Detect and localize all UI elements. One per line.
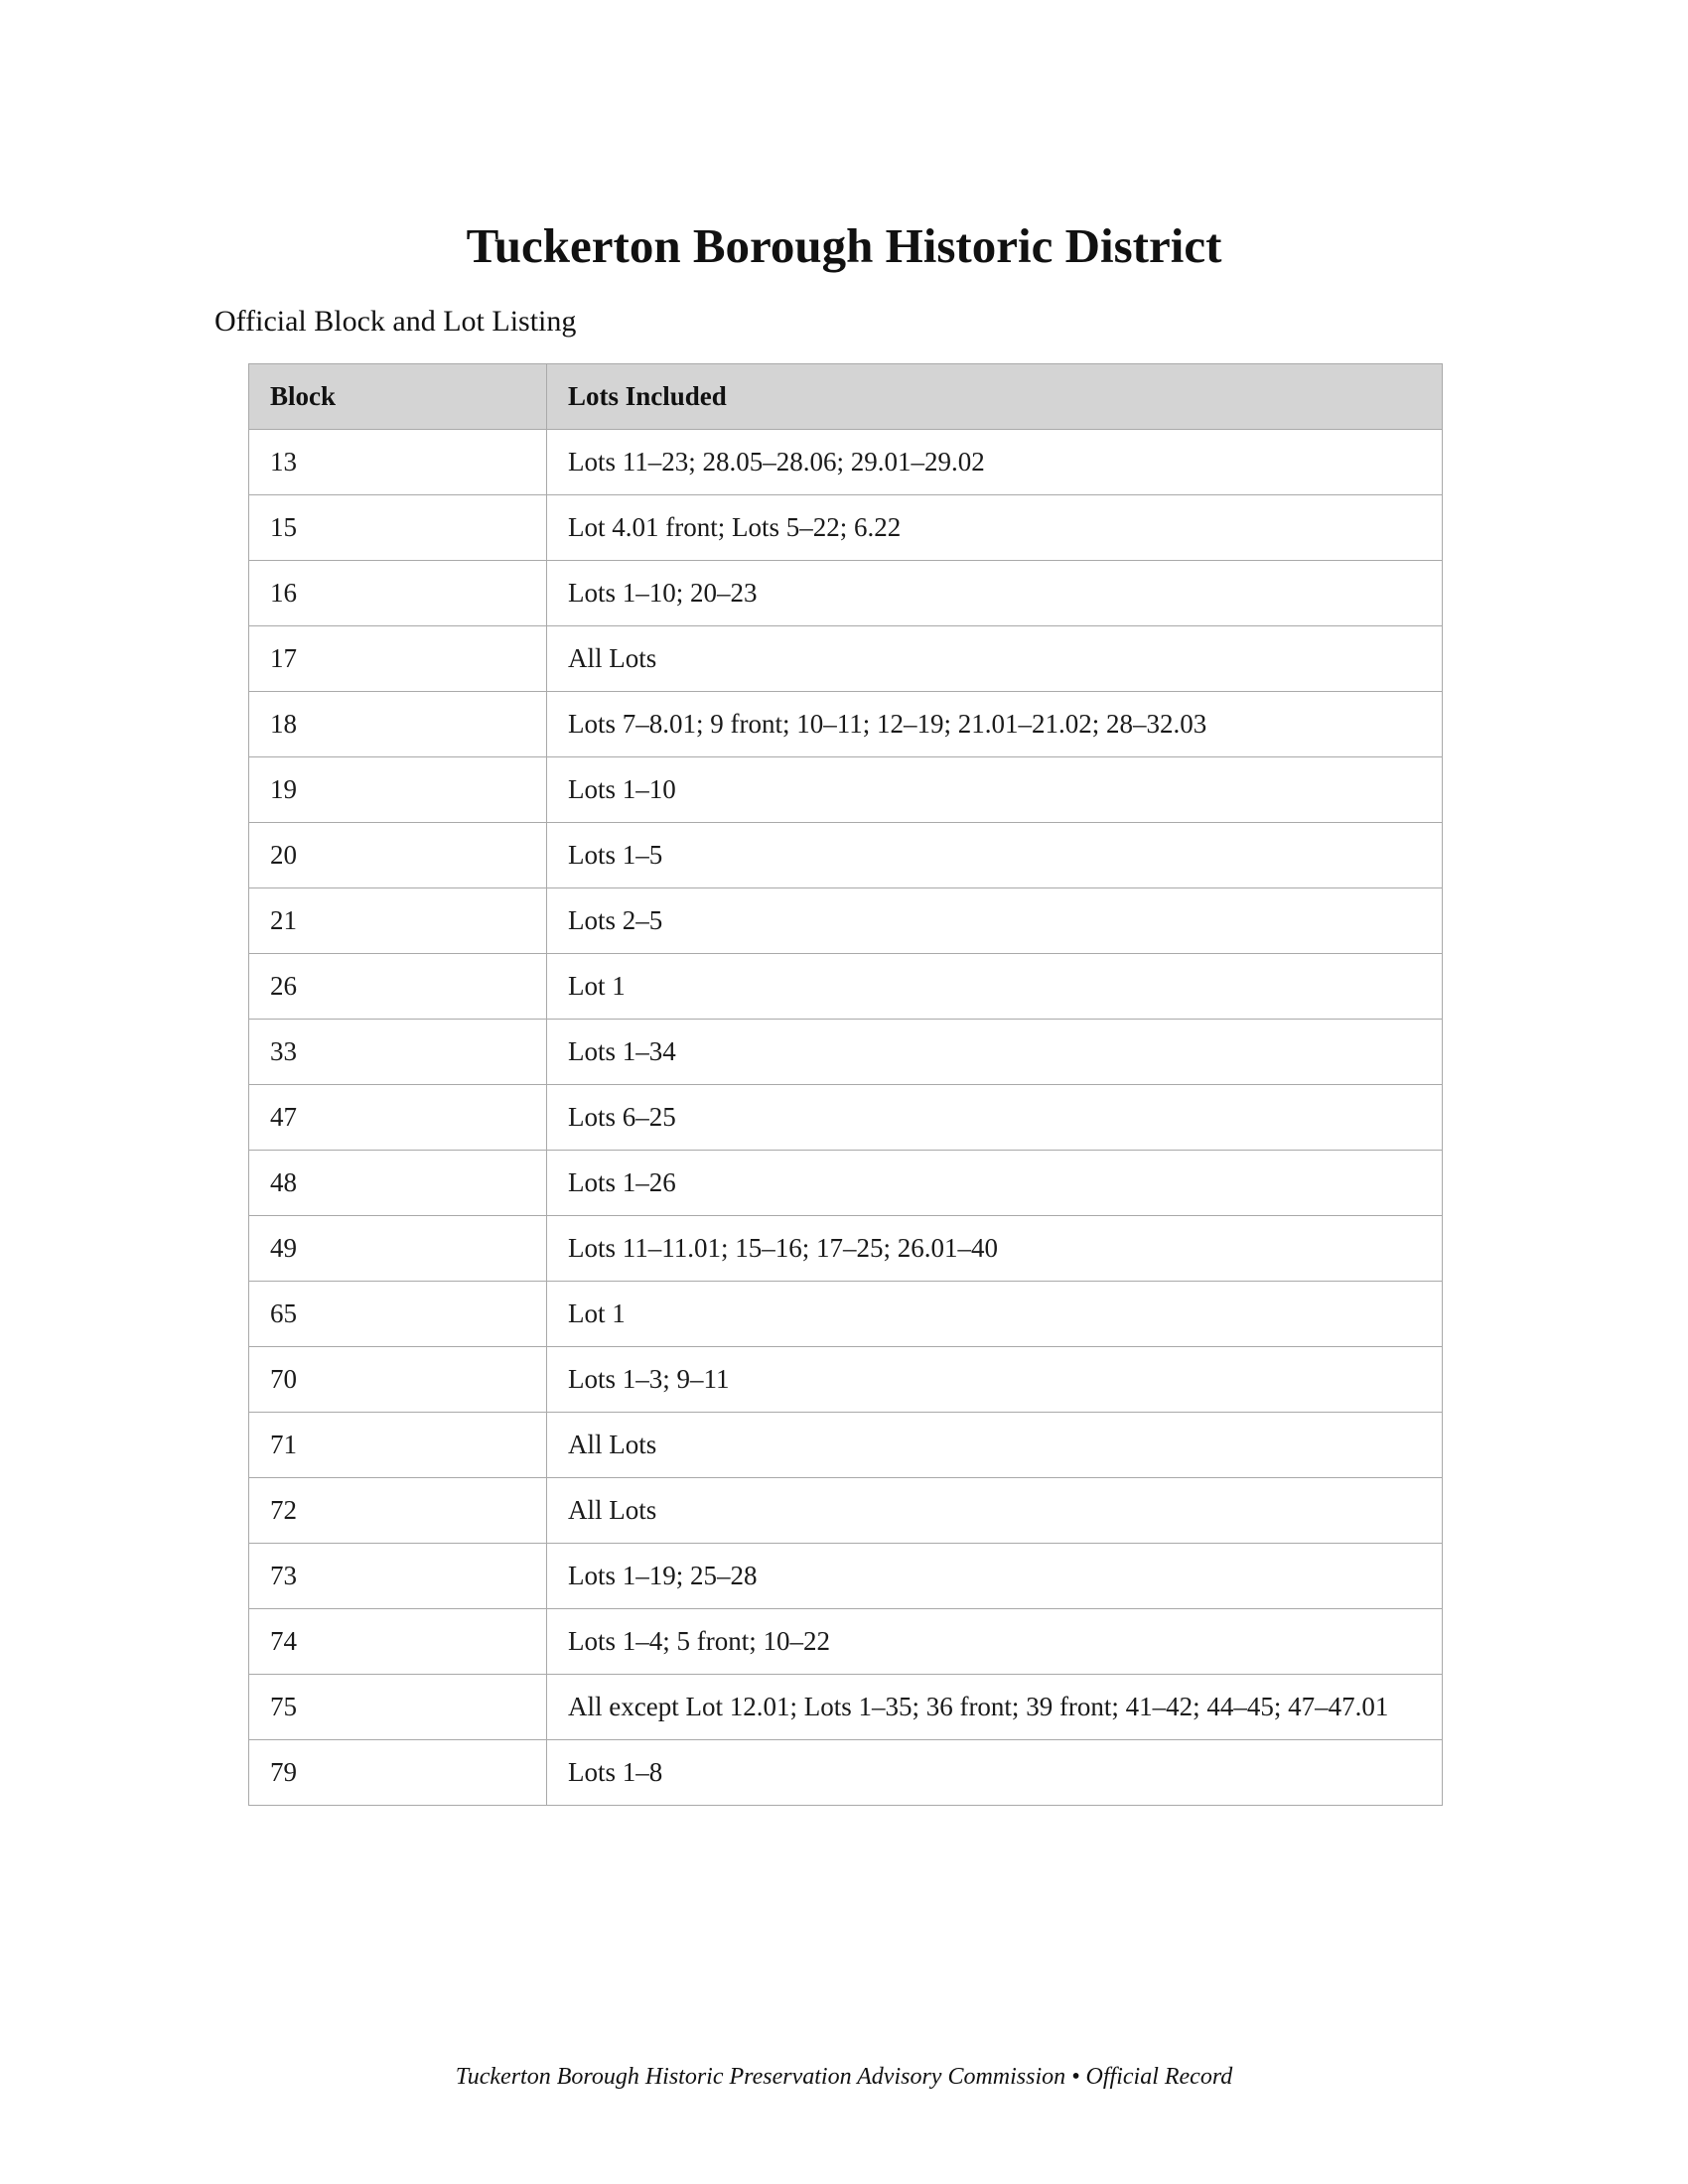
table-row bbox=[249, 1609, 1443, 1675]
cell-block: 47 bbox=[249, 1085, 547, 1151]
table-row bbox=[249, 430, 1443, 495]
table-row bbox=[249, 1085, 1443, 1151]
cell-lots-included: All Lots bbox=[547, 1413, 1443, 1478]
table-row bbox=[249, 757, 1443, 823]
table-row bbox=[249, 495, 1443, 561]
table-row bbox=[249, 561, 1443, 626]
table-row bbox=[249, 1347, 1443, 1413]
cell-block: 17 bbox=[249, 626, 547, 692]
cell-block: 13 bbox=[249, 430, 547, 495]
cell-lots-included: All except Lot 12.01; Lots 1–35; 36 front; 39 front; 41–42; 44–45; 47–47.01 bbox=[547, 1675, 1443, 1740]
table-body bbox=[249, 430, 1443, 1806]
table-row bbox=[249, 823, 1443, 888]
cell-block: 19 bbox=[249, 757, 547, 823]
block-lot-table bbox=[248, 363, 1443, 1806]
cell-block: 72 bbox=[249, 1478, 547, 1544]
page-footer: Tuckerton Borough Historic Preservation Advisory Commission • Official Record bbox=[455, 2064, 1233, 2090]
cell-lots-included: Lots 2–5 bbox=[547, 888, 1443, 954]
cell-lots-included: Lot 4.01 front; Lots 5–22; 6.22 bbox=[547, 495, 1443, 561]
cell-block: 75 bbox=[249, 1675, 547, 1740]
table-row bbox=[249, 1740, 1443, 1806]
table-row bbox=[249, 888, 1443, 954]
cell-lots-included: Lots 11–23; 28.05–28.06; 29.01–29.02 bbox=[547, 430, 1443, 495]
table-row bbox=[249, 1675, 1443, 1740]
header-lots-included: Lots Included bbox=[547, 364, 1443, 430]
cell-block: 71 bbox=[249, 1413, 547, 1478]
table-row bbox=[249, 1282, 1443, 1347]
cell-lots-included: All Lots bbox=[547, 626, 1443, 692]
table-header-row bbox=[249, 364, 1443, 430]
cell-block: 33 bbox=[249, 1020, 547, 1085]
cell-block: 20 bbox=[249, 823, 547, 888]
cell-block: 16 bbox=[249, 561, 547, 626]
cell-block: 65 bbox=[249, 1282, 547, 1347]
cell-lots-included: Lot 1 bbox=[547, 1282, 1443, 1347]
cell-lots-included: Lots 1–5 bbox=[547, 823, 1443, 888]
cell-lots-included: Lots 1–8 bbox=[547, 1740, 1443, 1806]
cell-block: 49 bbox=[249, 1216, 547, 1282]
cell-block: 15 bbox=[249, 495, 547, 561]
cell-block: 79 bbox=[249, 1740, 547, 1806]
table-row bbox=[249, 1151, 1443, 1216]
table-row bbox=[249, 1544, 1443, 1609]
table-row bbox=[249, 1413, 1443, 1478]
table-row bbox=[249, 954, 1443, 1020]
table-row bbox=[249, 1216, 1443, 1282]
cell-lots-included: Lot 1 bbox=[547, 954, 1443, 1020]
cell-block: 21 bbox=[249, 888, 547, 954]
cell-lots-included: Lots 11–11.01; 15–16; 17–25; 26.01–40 bbox=[547, 1216, 1443, 1282]
table-row bbox=[249, 1020, 1443, 1085]
cell-lots-included: Lots 6–25 bbox=[547, 1085, 1443, 1151]
cell-lots-included: Lots 1–10 bbox=[547, 757, 1443, 823]
cell-lots-included: Lots 1–19; 25–28 bbox=[547, 1544, 1443, 1609]
table-row bbox=[249, 626, 1443, 692]
cell-block: 48 bbox=[249, 1151, 547, 1216]
cell-lots-included: Lots 7–8.01; 9 front; 10–11; 12–19; 21.01–21.02; 28–32.03 bbox=[547, 692, 1443, 757]
cell-lots-included: Lots 1–10; 20–23 bbox=[547, 561, 1443, 626]
cell-lots-included: Lots 1–4; 5 front; 10–22 bbox=[547, 1609, 1443, 1675]
cell-block: 73 bbox=[249, 1544, 547, 1609]
cell-block: 74 bbox=[249, 1609, 547, 1675]
page-title: Tuckerton Borough Historic District bbox=[466, 218, 1222, 273]
cell-lots-included: Lots 1–26 bbox=[547, 1151, 1443, 1216]
cell-lots-included: Lots 1–34 bbox=[547, 1020, 1443, 1085]
header-block: Block bbox=[249, 364, 547, 430]
cell-block: 26 bbox=[249, 954, 547, 1020]
cell-block: 70 bbox=[249, 1347, 547, 1413]
table-row bbox=[249, 1478, 1443, 1544]
cell-block: 18 bbox=[249, 692, 547, 757]
cell-lots-included: Lots 1–3; 9–11 bbox=[547, 1347, 1443, 1413]
page-subtitle: Official Block and Lot Listing bbox=[214, 305, 577, 338]
cell-lots-included: All Lots bbox=[547, 1478, 1443, 1544]
table-row bbox=[249, 692, 1443, 757]
